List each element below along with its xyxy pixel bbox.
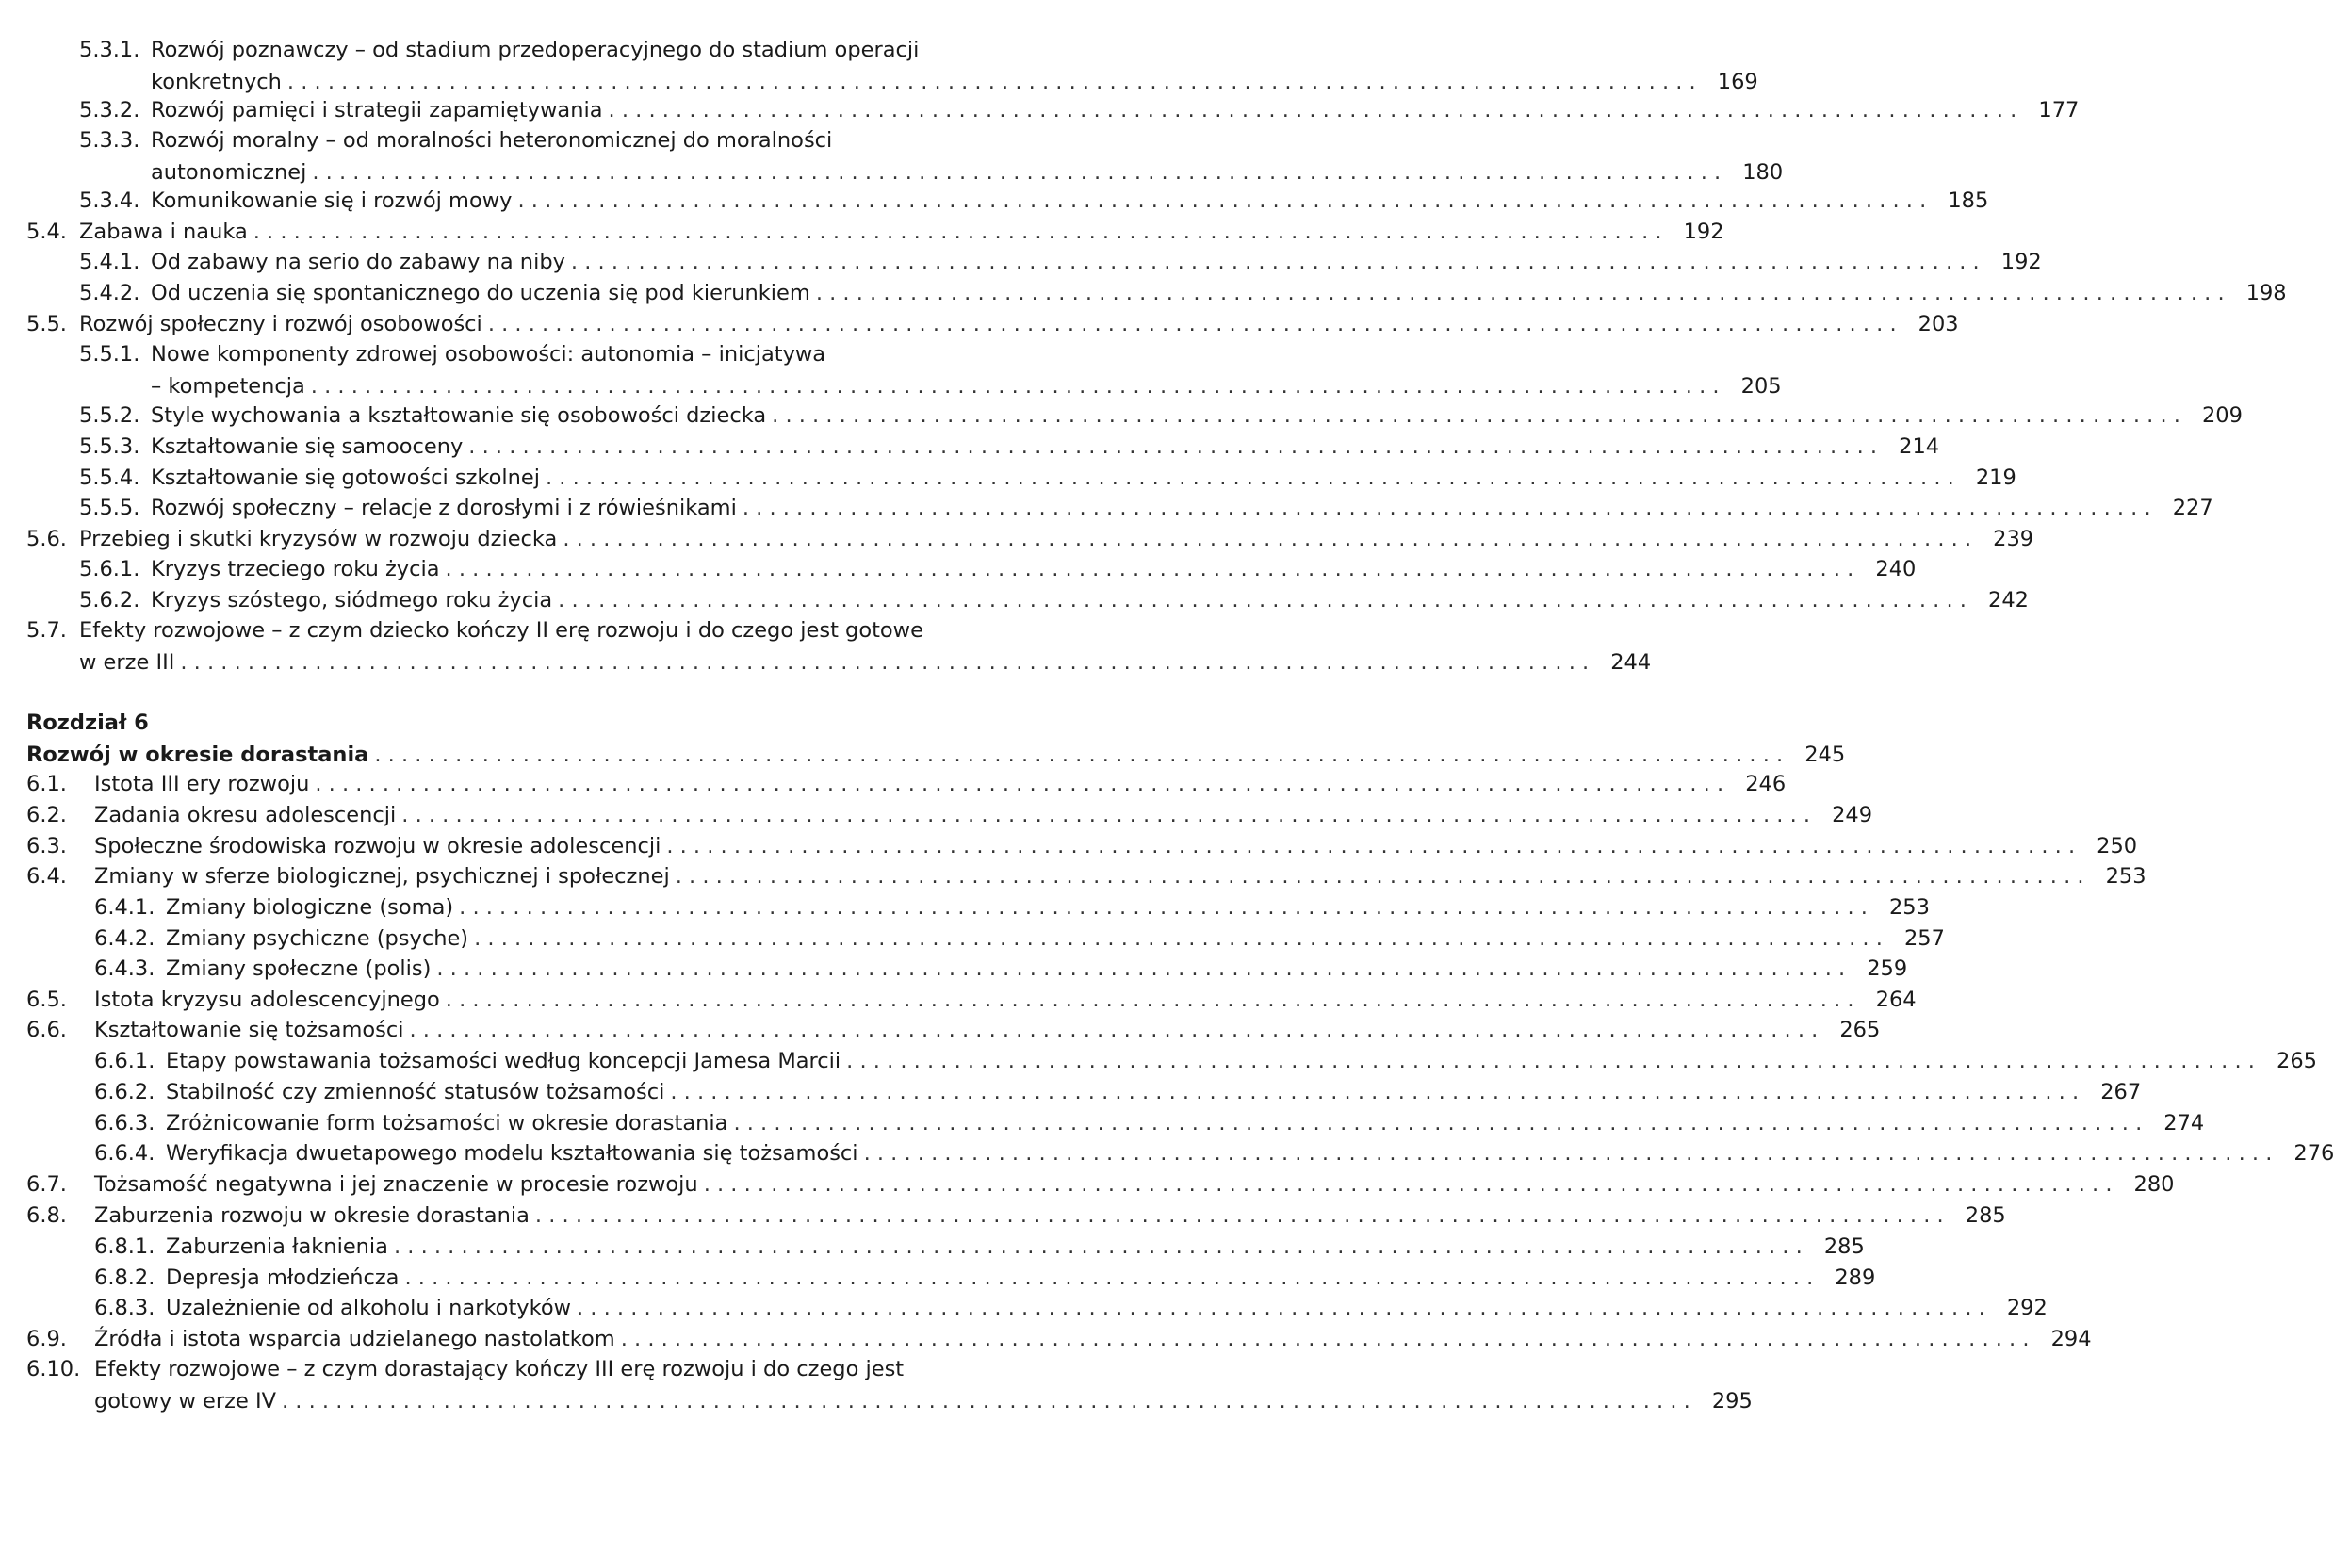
toc-entry-number: 6.4.3. — [94, 956, 155, 981]
toc-entry-line — [26, 1168, 2175, 1200]
toc-entry — [79, 277, 2287, 309]
toc-entry-page: 203 — [1918, 312, 1959, 336]
toc-entry-page: 264 — [1875, 988, 1917, 1012]
leader-dots — [704, 1168, 2113, 1200]
toc-entry-title: Od zabawy na serio do zabawy na niby — [151, 250, 565, 274]
toc-entry-title: Rozwój społeczny i rozwój osobowości — [79, 312, 482, 336]
toc-entry-page: 214 — [1899, 434, 1940, 459]
toc-entry — [79, 246, 2042, 278]
toc-entry-line — [94, 1292, 2048, 1324]
toc-entry-page: 259 — [1867, 956, 1908, 981]
toc-entry-page: 265 — [2277, 1049, 2317, 1073]
toc-entry-number: 6.8. — [26, 1203, 67, 1228]
toc-entry — [79, 492, 2213, 524]
toc-entry-number: 6.2. — [26, 803, 67, 827]
toc-entry-number: 6.10. — [26, 1357, 81, 1381]
toc-entry-title: Rozwój moralny – od moralności heteronomicznej do moralności — [151, 128, 833, 153]
toc-entry-line — [79, 462, 2016, 494]
toc-entry-line — [94, 1231, 1865, 1263]
leader-dots — [409, 1014, 1818, 1046]
toc-entry-title: Kształtowanie się samooceny — [151, 434, 464, 459]
toc-entry-line — [79, 185, 1989, 217]
toc-entry — [94, 1045, 2317, 1077]
toc-entry — [79, 34, 1758, 98]
leader-dots — [670, 1076, 2079, 1108]
toc-entry-title: Stabilność czy zmienność statusów tożsamości — [166, 1080, 665, 1104]
toc-entry-title: konkretnych — [151, 70, 282, 94]
leader-dots — [312, 156, 1721, 188]
toc-entry — [94, 1076, 2142, 1108]
toc-entry — [79, 124, 1784, 188]
toc-entry-line — [94, 1045, 2317, 1077]
toc-entry-page: 257 — [1903, 926, 1945, 951]
toc-entry-number: 6.4.1. — [94, 895, 155, 920]
toc-entry — [26, 614, 1652, 678]
leader-dots — [253, 216, 1662, 248]
toc-entry — [94, 1262, 1876, 1294]
toc-entry-page: 198 — [2245, 281, 2287, 305]
toc-entry-page: 294 — [2050, 1327, 2092, 1351]
toc-entry-number: 6.6. — [26, 1018, 67, 1042]
toc-entry-page: 274 — [2163, 1111, 2205, 1135]
toc-entry-title: Rozwój poznawczy – od stadium przedoperacyjnego do stadium operacji — [151, 38, 920, 62]
toc-entry-line — [94, 1262, 1876, 1294]
toc-entry-title: Efekty rozwojowe – z czym dziecko kończy II erę rozwoju i do czego jest gotowe — [79, 618, 923, 643]
toc-entry-line — [79, 66, 1758, 98]
toc-entry-number: 5.5.3. — [79, 434, 140, 459]
toc-entry-number: 5.5.5. — [79, 496, 140, 520]
toc-entry-line — [26, 860, 2146, 892]
toc-entry — [26, 1168, 2175, 1200]
toc-entry-page: 180 — [1742, 160, 1784, 185]
toc-entry — [94, 923, 1945, 955]
toc-entry-line — [26, 1200, 2006, 1232]
toc-entry-number: 6.6.2. — [94, 1080, 155, 1104]
toc-entry — [79, 431, 1940, 463]
toc-entry — [26, 830, 2138, 862]
toc-entry-title: Istota III ery rozwoju — [94, 772, 310, 796]
leader-dots — [846, 1045, 2255, 1077]
toc-entry-page: 250 — [2097, 834, 2138, 858]
toc-entry-line — [79, 34, 980, 66]
toc-entry-title: Zmiany psychiczne (psyche) — [166, 926, 469, 951]
toc-entry-page: 267 — [2100, 1080, 2142, 1104]
toc-entry-line — [79, 277, 2287, 309]
toc-entry-number: 6.7. — [26, 1172, 67, 1197]
toc-entry-page: 209 — [2201, 403, 2243, 428]
toc-entry-title: – kompetencja — [151, 374, 305, 399]
toc-entry-line — [26, 1323, 2092, 1355]
toc-entry-line — [26, 1385, 1753, 1417]
toc-entry-number: 6.8.1. — [94, 1234, 155, 1259]
toc-entry-page: 185 — [1948, 188, 1989, 213]
toc-entry — [26, 216, 1724, 248]
toc-entry — [79, 400, 2243, 432]
toc-entry-number: 5.5.1. — [79, 342, 140, 367]
toc-entry-line — [79, 338, 980, 370]
toc-entry-title: Społeczne środowiska rozwoju w okresie adolescencji — [94, 834, 661, 858]
leader-dots — [666, 830, 2075, 862]
toc-entry-number: 6.5. — [26, 988, 67, 1012]
toc-entry-line — [79, 156, 1784, 188]
toc-entry-number: 5.3.1. — [79, 38, 140, 62]
toc-entry-line — [94, 923, 1945, 955]
toc-entry-number: 6.9. — [26, 1327, 67, 1351]
toc-entry-title: Zmiany społeczne (polis) — [166, 956, 432, 981]
toc-entry — [79, 553, 1917, 585]
toc-entry-line — [26, 523, 2034, 555]
leader-dots — [558, 584, 1967, 616]
toc-entry-title: autonomicznej — [151, 160, 307, 185]
chapter-title: Rozwój w okresie dorastania — [26, 743, 369, 767]
toc-entry-line — [79, 124, 980, 156]
toc-entry — [26, 1200, 2006, 1232]
toc-entry-line — [26, 799, 1873, 831]
toc-entry-line — [26, 308, 1959, 340]
toc-entry-page: 276 — [2293, 1141, 2334, 1166]
toc-entry-line — [79, 431, 1940, 463]
leader-dots — [676, 860, 2084, 892]
toc-entry-title: Rozwój pamięci i strategii zapamiętywania — [151, 98, 603, 122]
leader-dots — [772, 400, 2180, 432]
toc-entry-line — [94, 953, 1908, 985]
toc-entry-page: 265 — [1839, 1018, 1881, 1042]
toc-entry-line — [26, 646, 1652, 678]
toc-entry-number: 5.4.2. — [79, 281, 140, 305]
toc-entry — [26, 799, 1873, 831]
leader-dots — [609, 94, 2017, 126]
toc-entry-page: 192 — [1683, 220, 1724, 244]
toc-entry-page: 292 — [2006, 1296, 2048, 1320]
toc-entry-number: 5.4.1. — [79, 250, 140, 274]
toc-entry-line — [94, 1076, 2142, 1108]
toc-entry — [94, 953, 1908, 985]
chapter-heading — [26, 707, 1846, 771]
chapter-title-line — [26, 739, 1846, 771]
toc-entry-page: 246 — [1745, 772, 1787, 796]
toc-entry-page: 253 — [1888, 895, 1930, 920]
toc-entry-title: Depresja młodzieńcza — [166, 1266, 400, 1290]
toc-entry-line — [94, 1107, 2205, 1139]
leader-dots — [816, 277, 2225, 309]
toc-entry — [94, 1231, 1865, 1263]
toc-entry-title: Kształtowanie się gotowości szkolnej — [151, 466, 540, 490]
leader-dots — [743, 492, 2151, 524]
toc-entry-page: 219 — [1975, 466, 2016, 490]
toc-entry-number: 6.4.2. — [94, 926, 155, 951]
leader-dots — [474, 923, 1883, 955]
leader-dots — [287, 66, 1696, 98]
toc-entry — [26, 768, 1787, 800]
toc-entry — [26, 523, 2034, 555]
leader-dots — [282, 1385, 1690, 1417]
toc-entry-line — [79, 370, 1782, 402]
toc-entry — [94, 1107, 2205, 1139]
toc-entry-number: 6.8.2. — [94, 1266, 155, 1290]
toc-entry-page: 242 — [1988, 588, 2029, 612]
toc-entry — [26, 1323, 2092, 1355]
leader-dots — [468, 431, 1877, 463]
leader-dots — [404, 1262, 1813, 1294]
toc-entry-line — [79, 553, 1917, 585]
toc-entry-title: Źródła i istota wsparcia udzielanego nastolatkom — [94, 1327, 615, 1351]
leader-dots — [571, 246, 1980, 278]
toc-entry-title: Efekty rozwojowe – z czym dorastający kończy III erę rozwoju i do czego jest — [94, 1357, 905, 1381]
leader-dots — [315, 768, 1723, 800]
chapter-label-line — [26, 707, 980, 739]
toc-entry-title: Rozwój społeczny – relacje z dorosłymi i z rówieśnikami — [151, 496, 737, 520]
toc-entry — [26, 1014, 1881, 1046]
toc-entry-number: 6.1. — [26, 772, 67, 796]
toc-entry-number: 5.3.3. — [79, 128, 140, 153]
toc-entry-title: Zaburzenia łaknienia — [166, 1234, 388, 1259]
toc-entry — [94, 1137, 2334, 1169]
toc-entry-number: 6.6.4. — [94, 1141, 155, 1166]
toc-entry-line — [26, 768, 1787, 800]
toc-entry-number: 5.5. — [26, 312, 67, 336]
toc-entry-title: Etapy powstawania tożsamości według koncepcji Jamesa Marcii — [166, 1049, 841, 1073]
toc-entry-number: 5.6.2. — [79, 588, 140, 612]
toc-entry-line — [26, 1353, 980, 1385]
toc-entry-page: 295 — [1711, 1389, 1753, 1413]
toc-entry-line — [26, 614, 980, 646]
leader-dots — [546, 462, 1954, 494]
toc-entry — [26, 984, 1917, 1016]
toc-entry-line — [26, 984, 1917, 1016]
toc-entry — [26, 308, 1959, 340]
toc-entry-number: 5.4. — [26, 220, 67, 244]
toc-entry-title: Zmiany w sferze biologicznej, psychicznej i społecznej — [94, 864, 670, 889]
toc-entry-title: Tożsamość negatywna i jej znaczenie w procesie rozwoju — [94, 1172, 698, 1197]
toc-entry-page: 285 — [1823, 1234, 1865, 1259]
toc-entry-line — [79, 400, 2243, 432]
toc-entry — [26, 860, 2146, 892]
leader-dots — [446, 984, 1854, 1016]
toc-entry-title: Kryzys trzeciego roku życia — [151, 557, 440, 581]
toc-entry — [94, 891, 1930, 923]
chapter-page: 245 — [1804, 743, 1846, 767]
toc-entry-page: 249 — [1832, 803, 1873, 827]
toc-entry-number: 5.3.2. — [79, 98, 140, 122]
toc-entry-page: 240 — [1875, 557, 1917, 581]
toc-entry-line — [26, 830, 2138, 862]
toc-entry-number: 5.6.1. — [79, 557, 140, 581]
toc-entry-page: 280 — [2133, 1172, 2175, 1197]
toc-entry-title: Przebieg i skutki kryzysów w rozwoju dziecka — [79, 527, 558, 551]
toc-entry — [94, 1292, 2048, 1324]
toc-entry-page: 192 — [2000, 250, 2042, 274]
leader-dots — [621, 1323, 2030, 1355]
toc-entry-title: Zabawa i nauka — [79, 220, 248, 244]
toc-entry — [79, 94, 2080, 126]
toc-entry-page: 289 — [1835, 1266, 1876, 1290]
toc-entry-page: 253 — [2105, 864, 2146, 889]
toc-entry-title: Zadania okresu adolescencji — [94, 803, 397, 827]
toc-entry — [26, 1353, 1753, 1417]
leader-dots — [374, 739, 1783, 771]
toc-entry-line — [79, 246, 2042, 278]
toc-entry-line — [79, 94, 2080, 126]
toc-entry-page: 169 — [1717, 70, 1758, 94]
leader-dots — [563, 523, 1971, 555]
leader-dots — [577, 1292, 1985, 1324]
leader-dots — [488, 308, 1897, 340]
chapter-label: Rozdział 6 — [26, 710, 149, 735]
toc-entry-line — [26, 1014, 1881, 1046]
toc-entry-line — [26, 216, 1724, 248]
toc-entry-number: 6.6.3. — [94, 1111, 155, 1135]
toc-entry-number: 5.5.4. — [79, 466, 140, 490]
leader-dots — [180, 646, 1589, 678]
leader-dots — [446, 553, 1854, 585]
toc-entry-line — [94, 891, 1930, 923]
toc-entry-number: 5.5.2. — [79, 403, 140, 428]
toc-entry-page: 285 — [1965, 1203, 2006, 1228]
leader-dots — [535, 1200, 1944, 1232]
toc-entry-number: 5.3.4. — [79, 188, 140, 213]
toc-entry-title: w erze III — [79, 650, 175, 675]
toc-entry-title: gotowy w erze IV — [94, 1389, 276, 1413]
toc-entry-title: Komunikowanie się i rozwój mowy — [151, 188, 513, 213]
toc-entry-number: 6.3. — [26, 834, 67, 858]
toc-entry-title: Zaburzenia rozwoju w okresie dorastania — [94, 1203, 530, 1228]
toc-entry-line — [94, 1137, 2334, 1169]
toc-entry-title: Od uczenia się spontanicznego do uczenia się pod kierunkiem — [151, 281, 810, 305]
toc-entry — [79, 584, 2029, 616]
toc-entry-number: 6.6.1. — [94, 1049, 155, 1073]
leader-dots — [517, 185, 1926, 217]
toc-entry-page: 244 — [1610, 650, 1652, 675]
toc-entry-page: 227 — [2172, 496, 2213, 520]
toc-entry — [79, 185, 1989, 217]
leader-dots — [311, 370, 1720, 402]
leader-dots — [394, 1231, 1803, 1263]
toc-entry-page: 239 — [1993, 527, 2034, 551]
toc-entry-line — [79, 584, 2029, 616]
toc-entry-title: Style wychowania a kształtowanie się osobowości dziecka — [151, 403, 767, 428]
toc-entry-page: 205 — [1740, 374, 1782, 399]
toc-entry-title: Zmiany biologiczne (soma) — [166, 895, 454, 920]
toc-entry-line — [79, 492, 2213, 524]
toc-entry-title: Kryzys szóstego, siódmego roku życia — [151, 588, 553, 612]
leader-dots — [733, 1107, 2142, 1139]
toc-entry-number: 6.8.3. — [94, 1296, 155, 1320]
toc-entry-title: Uzależnienie od alkoholu i narkotyków — [166, 1296, 571, 1320]
toc-entry — [79, 462, 2016, 494]
toc-entry-page: 177 — [2038, 98, 2080, 122]
leader-dots — [436, 953, 1845, 985]
toc-entry-number: 6.4. — [26, 864, 67, 889]
toc-entry-title: Weryfikacja dwuetapowego modelu kształtowania się tożsamości — [166, 1141, 858, 1166]
toc-entry — [79, 338, 1782, 402]
toc-entry-title: Istota kryzysu adolescencyjnego — [94, 988, 440, 1012]
toc-entry-title: Zróżnicowanie form tożsamości w okresie dorastania — [166, 1111, 728, 1135]
toc-entry-title: Nowe komponenty zdrowej osobowości: autonomia – inicjatywa — [151, 342, 826, 367]
leader-dots — [459, 891, 1868, 923]
leader-dots — [864, 1137, 2273, 1169]
toc-entry-title: Kształtowanie się tożsamości — [94, 1018, 404, 1042]
toc-entry-number: 5.7. — [26, 618, 67, 643]
toc-entry-number: 5.6. — [26, 527, 67, 551]
leader-dots — [401, 799, 1810, 831]
